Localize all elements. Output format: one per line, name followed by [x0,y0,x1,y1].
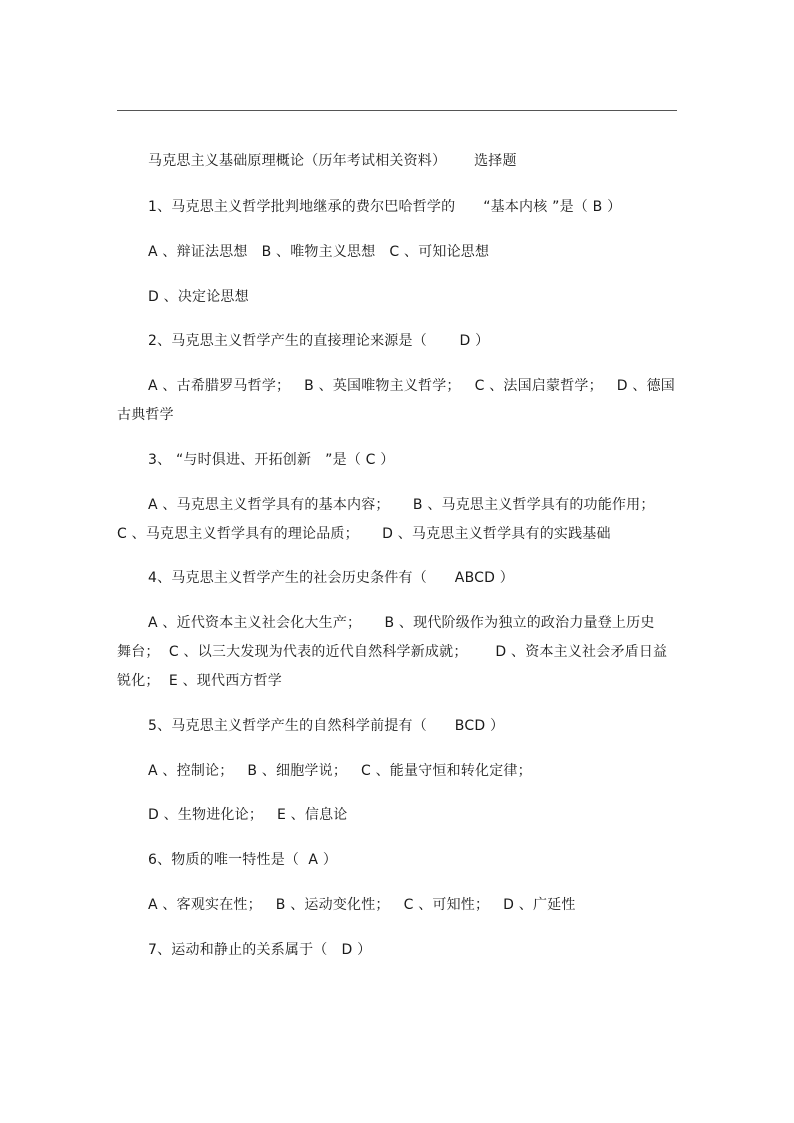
question-1: 1、马克思主义哲学批判地继承的费尔巴哈哲学的 “基本内核 ”是（ B ） [148,199,622,215]
question-3: 3、 “与时俱进、开拓创新 ”是（ C ） [148,452,395,468]
question-4-options: A 、近代资本主义社会化大生产； B 、现代阶级作为独立的政治力量登上历史 [148,615,655,631]
question-2-options-cont: 古典哲学 [117,407,174,423]
question-4-options-cont-1: 舞台； C 、以三大发现为代表的近代自然科学新成就； D 、资本主义社会矛盾日益 [117,644,668,660]
question-5-options-d-e: D 、生物进化论； E 、信息论 [148,807,348,823]
question-5-options-a-c: A 、控制论； B 、细胞学说； C 、能量守恒和转化定律； [148,763,532,779]
question-2: 2、马克思主义哲学产生的直接理论来源是（ D ） [148,333,490,349]
question-1-options-a-c: A 、辩证法思想 B 、唯物主义思想 C 、可知论思想 [148,244,490,260]
question-4: 4、马克思主义哲学产生的社会历史条件有（ ABCD ） [148,570,514,586]
question-6: 6、物质的唯一特性是（ A ） [148,852,338,868]
question-2-options: A 、古希腊罗马哲学； B 、英国唯物主义哲学； C 、法国启蒙哲学； D 、德国 [148,378,675,394]
question-3-options-a-b: A 、马克思主义哲学具有的基本内容； B 、马克思主义哲学具有的功能作用； [148,497,655,513]
question-5: 5、马克思主义哲学产生的自然科学前提有（ BCD ） [148,718,505,734]
question-4-options-cont-2: 锐化； E 、现代西方哲学 [117,673,282,689]
question-6-options: A 、客观实在性； B 、运动变化性； C 、可知性； D 、广延性 [148,897,576,913]
question-3-options-c-d: C 、马克思主义哲学具有的理论品质； D 、马克思主义哲学具有的实践基础 [117,526,611,542]
document-title: 马克思主义基础原理概论（历年考试相关资料） 选择题 [148,153,517,169]
question-1-option-d: D 、决定论思想 [148,289,249,305]
header-rule [117,110,677,111]
question-7: 7、运动和静止的关系属于（ D ） [148,942,372,958]
